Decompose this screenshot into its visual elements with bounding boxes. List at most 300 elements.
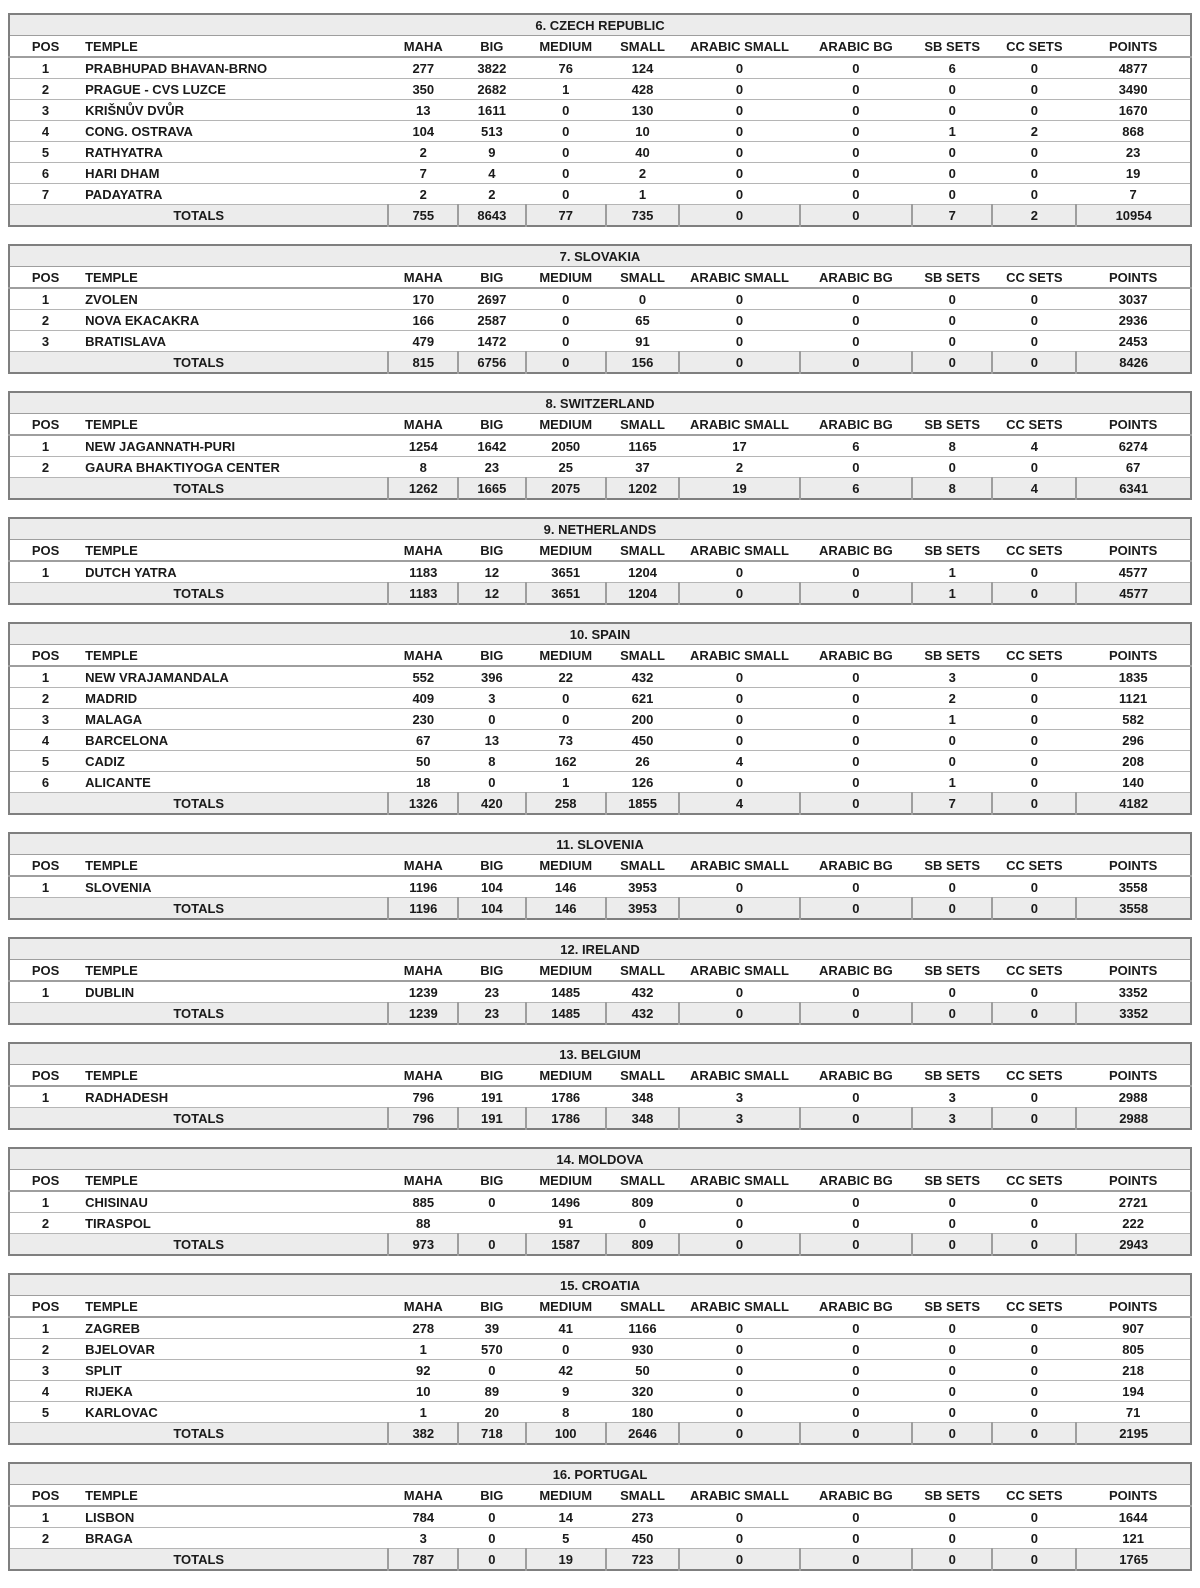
value-cell: 1 <box>9 1317 81 1339</box>
column-header: MEDIUM <box>526 1485 606 1507</box>
table-row <box>9 1402 1191 1423</box>
table-title: 9. NETHERLANDS <box>9 518 1191 540</box>
value-cell: 0 <box>912 1360 992 1381</box>
value-cell: 2 <box>679 457 800 478</box>
column-header: ARABIC SMALL <box>679 960 800 982</box>
value-cell: 7 <box>388 163 458 184</box>
value-cell: 3 <box>9 100 81 121</box>
value-cell: 8 <box>458 751 525 772</box>
value-cell: 1 <box>912 772 992 793</box>
column-header: SMALL <box>606 1065 679 1087</box>
value-cell: 1 <box>9 1506 81 1528</box>
country-table <box>8 13 1192 227</box>
value-cell: 10 <box>606 121 679 142</box>
totals-value: 3 <box>679 1108 800 1130</box>
table-row <box>9 121 1191 142</box>
totals-value: 1239 <box>388 1003 458 1025</box>
column-header: MEDIUM <box>526 414 606 436</box>
value-cell: 0 <box>800 709 912 730</box>
value-cell: 50 <box>606 1360 679 1381</box>
table-title: 10. SPAIN <box>9 623 1191 645</box>
column-header: POINTS <box>1076 36 1191 58</box>
totals-value: 0 <box>992 1234 1076 1256</box>
column-header: ARABIC SMALL <box>679 414 800 436</box>
column-header: ARABIC SMALL <box>679 36 800 58</box>
column-header-row <box>9 1170 1191 1192</box>
column-header: SB SETS <box>912 540 992 562</box>
totals-value: 1587 <box>526 1234 606 1256</box>
value-cell: 296 <box>1076 730 1191 751</box>
temple-name: MALAGA <box>81 709 388 730</box>
column-header: CC SETS <box>992 414 1076 436</box>
totals-value: 1855 <box>606 793 679 815</box>
country-table <box>8 1273 1192 1445</box>
totals-value: 0 <box>992 1003 1076 1025</box>
value-cell: 6 <box>9 163 81 184</box>
value-cell: 0 <box>912 1339 992 1360</box>
value-cell: 1121 <box>1076 688 1191 709</box>
value-cell: 6274 <box>1076 435 1191 457</box>
value-cell: 0 <box>679 79 800 100</box>
column-header: SB SETS <box>912 1485 992 1507</box>
column-header: ARABIC BG <box>800 36 912 58</box>
value-cell: 1 <box>9 981 81 1003</box>
column-header: MAHA <box>388 267 458 289</box>
temple-name: RATHYATRA <box>81 142 388 163</box>
totals-value: 146 <box>526 898 606 920</box>
value-cell: 218 <box>1076 1360 1191 1381</box>
value-cell: 0 <box>912 1213 992 1234</box>
value-cell: 3558 <box>1076 876 1191 898</box>
column-header: ARABIC SMALL <box>679 645 800 667</box>
column-header: SMALL <box>606 855 679 877</box>
value-cell: 278 <box>388 1317 458 1339</box>
totals-value: 0 <box>679 1423 800 1445</box>
column-header-row <box>9 960 1191 982</box>
temple-name: RADHADESH <box>81 1086 388 1108</box>
table-row <box>9 163 1191 184</box>
table-title-row <box>9 1274 1191 1296</box>
value-cell: 3953 <box>606 876 679 898</box>
value-cell: 1 <box>9 57 81 79</box>
totals-value: 0 <box>800 793 912 815</box>
table-title-row <box>9 245 1191 267</box>
value-cell: 570 <box>458 1339 525 1360</box>
totals-value: 0 <box>679 898 800 920</box>
temple-name: GAURA BHAKTIYOGA CENTER <box>81 457 388 478</box>
column-header: POINTS <box>1076 540 1191 562</box>
table-row <box>9 1360 1191 1381</box>
column-header: MEDIUM <box>526 540 606 562</box>
value-cell: 0 <box>679 1381 800 1402</box>
table-row <box>9 561 1191 583</box>
value-cell: 0 <box>526 709 606 730</box>
value-cell: 2587 <box>458 310 525 331</box>
value-cell: 0 <box>679 288 800 310</box>
country-table <box>8 832 1192 920</box>
value-cell: 91 <box>606 331 679 352</box>
table-title: 6. CZECH REPUBLIC <box>9 14 1191 36</box>
temple-name: SPLIT <box>81 1360 388 1381</box>
totals-value: 0 <box>800 1423 912 1445</box>
value-cell: 200 <box>606 709 679 730</box>
value-cell: 0 <box>992 709 1076 730</box>
temple-name: BJELOVAR <box>81 1339 388 1360</box>
value-cell: 3651 <box>526 561 606 583</box>
totals-value: 348 <box>606 1108 679 1130</box>
column-header: SMALL <box>606 36 679 58</box>
value-cell: 2050 <box>526 435 606 457</box>
column-header: ARABIC SMALL <box>679 1485 800 1507</box>
totals-value: 258 <box>526 793 606 815</box>
value-cell: 126 <box>606 772 679 793</box>
column-header: CC SETS <box>992 645 1076 667</box>
value-cell: 0 <box>912 100 992 121</box>
value-cell: 23 <box>458 981 525 1003</box>
value-cell: 0 <box>912 981 992 1003</box>
value-cell: 208 <box>1076 751 1191 772</box>
value-cell: 2 <box>9 79 81 100</box>
value-cell: 2721 <box>1076 1191 1191 1213</box>
value-cell: 0 <box>679 1506 800 1528</box>
column-header: ARABIC SMALL <box>679 1065 800 1087</box>
value-cell: 0 <box>679 981 800 1003</box>
value-cell: 0 <box>912 1402 992 1423</box>
column-header: ARABIC BG <box>800 414 912 436</box>
totals-value: 815 <box>388 352 458 374</box>
value-cell: 14 <box>526 1506 606 1528</box>
column-header: ARABIC BG <box>800 1170 912 1192</box>
table-row <box>9 772 1191 793</box>
table-title: 14. MOLDOVA <box>9 1148 1191 1170</box>
value-cell: 0 <box>526 121 606 142</box>
value-cell: 166 <box>388 310 458 331</box>
table-row <box>9 435 1191 457</box>
value-cell: 320 <box>606 1381 679 1402</box>
value-cell: 2 <box>9 1213 81 1234</box>
totals-value: 420 <box>458 793 525 815</box>
totals-value: 0 <box>679 1003 800 1025</box>
column-header: MAHA <box>388 855 458 877</box>
column-header: CC SETS <box>992 267 1076 289</box>
totals-row <box>9 1108 1191 1130</box>
totals-label: TOTALS <box>9 793 388 815</box>
column-header: TEMPLE <box>81 855 388 877</box>
value-cell: 3 <box>912 1086 992 1108</box>
value-cell: 796 <box>388 1086 458 1108</box>
value-cell: 2 <box>388 142 458 163</box>
value-cell: 191 <box>458 1086 525 1108</box>
totals-value: 735 <box>606 205 679 227</box>
value-cell: 0 <box>912 288 992 310</box>
value-cell: 0 <box>526 184 606 205</box>
table-row <box>9 331 1191 352</box>
value-cell: 0 <box>679 561 800 583</box>
value-cell: 3 <box>9 1360 81 1381</box>
value-cell: 124 <box>606 57 679 79</box>
value-cell: 2 <box>912 688 992 709</box>
value-cell: 6 <box>800 435 912 457</box>
table-row <box>9 1339 1191 1360</box>
value-cell: 22 <box>526 666 606 688</box>
value-cell: 0 <box>992 57 1076 79</box>
value-cell: 0 <box>679 666 800 688</box>
totals-value: 1183 <box>388 583 458 605</box>
table-title: 15. CROATIA <box>9 1274 1191 1296</box>
column-header: SMALL <box>606 645 679 667</box>
totals-value: 718 <box>458 1423 525 1445</box>
value-cell: 41 <box>526 1317 606 1339</box>
temple-name: PADAYATRA <box>81 184 388 205</box>
column-header: ARABIC SMALL <box>679 267 800 289</box>
totals-value: 3953 <box>606 898 679 920</box>
value-cell: 277 <box>388 57 458 79</box>
value-cell: 0 <box>458 1528 525 1549</box>
totals-value: 0 <box>992 1423 1076 1445</box>
value-cell: 0 <box>800 310 912 331</box>
value-cell: 0 <box>526 100 606 121</box>
value-cell: 0 <box>679 184 800 205</box>
column-header: ARABIC BG <box>800 645 912 667</box>
totals-row <box>9 1423 1191 1445</box>
value-cell: 0 <box>800 1213 912 1234</box>
value-cell: 0 <box>679 1360 800 1381</box>
value-cell: 0 <box>912 876 992 898</box>
value-cell: 1 <box>912 121 992 142</box>
value-cell: 1611 <box>458 100 525 121</box>
value-cell: 7 <box>9 184 81 205</box>
totals-value: 19 <box>526 1549 606 1571</box>
totals-value: 3651 <box>526 583 606 605</box>
column-header: ARABIC BG <box>800 1296 912 1318</box>
table-row <box>9 1381 1191 1402</box>
value-cell: 0 <box>912 1381 992 1402</box>
value-cell: 3352 <box>1076 981 1191 1003</box>
totals-value: 1 <box>912 583 992 605</box>
table-row <box>9 1528 1191 1549</box>
column-header: SB SETS <box>912 960 992 982</box>
table-title: 16. PORTUGAL <box>9 1463 1191 1485</box>
totals-label: TOTALS <box>9 352 388 374</box>
totals-value: 0 <box>912 1423 992 1445</box>
value-cell: 1 <box>9 876 81 898</box>
totals-value: 6341 <box>1076 478 1191 500</box>
totals-label: TOTALS <box>9 1423 388 1445</box>
temple-name: KARLOVAC <box>81 1402 388 1423</box>
value-cell: 1 <box>912 561 992 583</box>
value-cell: 5 <box>9 751 81 772</box>
value-cell: 784 <box>388 1506 458 1528</box>
value-cell: 4577 <box>1076 561 1191 583</box>
totals-value: 0 <box>992 898 1076 920</box>
value-cell: 6 <box>9 772 81 793</box>
value-cell: 1485 <box>526 981 606 1003</box>
column-header: BIG <box>458 645 525 667</box>
value-cell: 1644 <box>1076 1506 1191 1528</box>
totals-value: 4577 <box>1076 583 1191 605</box>
temple-name: PRABHUPAD BHAVAN-BRNO <box>81 57 388 79</box>
table-row <box>9 730 1191 751</box>
temple-name: CONG. OSTRAVA <box>81 121 388 142</box>
totals-label: TOTALS <box>9 205 388 227</box>
table-row <box>9 79 1191 100</box>
value-cell: 0 <box>800 772 912 793</box>
value-cell: 1165 <box>606 435 679 457</box>
value-cell: 23 <box>1076 142 1191 163</box>
value-cell: 0 <box>912 79 992 100</box>
value-cell: 13 <box>458 730 525 751</box>
column-header: TEMPLE <box>81 1485 388 1507</box>
totals-value: 973 <box>388 1234 458 1256</box>
column-header: BIG <box>458 960 525 982</box>
totals-value: 1196 <box>388 898 458 920</box>
totals-value: 1202 <box>606 478 679 500</box>
table-row <box>9 142 1191 163</box>
column-header: SB SETS <box>912 1296 992 1318</box>
totals-value: 2988 <box>1076 1108 1191 1130</box>
column-header: MEDIUM <box>526 1170 606 1192</box>
temple-name: MADRID <box>81 688 388 709</box>
column-header: BIG <box>458 1170 525 1192</box>
value-cell: 1 <box>606 184 679 205</box>
table-row <box>9 709 1191 730</box>
value-cell: 7 <box>1076 184 1191 205</box>
value-cell: 2988 <box>1076 1086 1191 1108</box>
column-header: SB SETS <box>912 855 992 877</box>
temple-name: KRIŠNŮV DVŮR <box>81 100 388 121</box>
column-header: CC SETS <box>992 540 1076 562</box>
value-cell: 348 <box>606 1086 679 1108</box>
country-table <box>8 517 1192 605</box>
value-cell: 0 <box>992 288 1076 310</box>
country-results-report <box>8 13 1192 1571</box>
value-cell: 552 <box>388 666 458 688</box>
value-cell: 67 <box>388 730 458 751</box>
value-cell: 121 <box>1076 1528 1191 1549</box>
value-cell: 0 <box>526 688 606 709</box>
column-header: SB SETS <box>912 645 992 667</box>
totals-value: 0 <box>800 583 912 605</box>
temple-name: NEW VRAJAMANDALA <box>81 666 388 688</box>
totals-value: 4182 <box>1076 793 1191 815</box>
value-cell: 2 <box>9 1339 81 1360</box>
country-table <box>8 391 1192 500</box>
table-title: 13. BELGIUM <box>9 1043 1191 1065</box>
column-header: MAHA <box>388 540 458 562</box>
value-cell: 0 <box>992 666 1076 688</box>
table-title: 7. SLOVAKIA <box>9 245 1191 267</box>
column-header: SMALL <box>606 1296 679 1318</box>
value-cell: 13 <box>388 100 458 121</box>
column-header: POS <box>9 414 81 436</box>
table-row <box>9 1191 1191 1213</box>
value-cell: 170 <box>388 288 458 310</box>
value-cell: 0 <box>992 1213 1076 1234</box>
totals-row <box>9 793 1191 815</box>
value-cell: 0 <box>912 730 992 751</box>
table-title: 12. IRELAND <box>9 938 1191 960</box>
column-header: TEMPLE <box>81 1170 388 1192</box>
value-cell: 1254 <box>388 435 458 457</box>
column-header: MEDIUM <box>526 267 606 289</box>
value-cell: 1239 <box>388 981 458 1003</box>
value-cell: 0 <box>912 1191 992 1213</box>
value-cell: 8 <box>526 1402 606 1423</box>
table-row <box>9 1506 1191 1528</box>
value-cell: 0 <box>800 561 912 583</box>
value-cell: 1 <box>526 79 606 100</box>
table-row <box>9 57 1191 79</box>
totals-value: 10954 <box>1076 205 1191 227</box>
totals-value: 0 <box>912 898 992 920</box>
country-table <box>8 244 1192 374</box>
value-cell: 5 <box>526 1528 606 1549</box>
value-cell: 0 <box>992 1360 1076 1381</box>
value-cell: 479 <box>388 331 458 352</box>
value-cell: 432 <box>606 666 679 688</box>
value-cell: 0 <box>992 1506 1076 1528</box>
value-cell: 0 <box>912 751 992 772</box>
value-cell: 0 <box>679 1213 800 1234</box>
totals-value: 23 <box>458 1003 525 1025</box>
totals-value: 0 <box>679 1549 800 1571</box>
value-cell: 809 <box>606 1191 679 1213</box>
column-header: MEDIUM <box>526 960 606 982</box>
table-title-row <box>9 623 1191 645</box>
table-title-row <box>9 392 1191 414</box>
value-cell: 0 <box>912 1506 992 1528</box>
table-row <box>9 981 1191 1003</box>
totals-label: TOTALS <box>9 898 388 920</box>
value-cell: 0 <box>679 57 800 79</box>
value-cell: 0 <box>679 709 800 730</box>
table-title-row <box>9 14 1191 36</box>
value-cell: 1 <box>9 1191 81 1213</box>
column-header: SMALL <box>606 267 679 289</box>
value-cell: 10 <box>388 1381 458 1402</box>
totals-value: 2195 <box>1076 1423 1191 1445</box>
column-header: MAHA <box>388 1485 458 1507</box>
value-cell: 0 <box>912 310 992 331</box>
column-header: ARABIC SMALL <box>679 540 800 562</box>
totals-value: 7 <box>912 205 992 227</box>
column-header: POINTS <box>1076 1296 1191 1318</box>
value-cell: 4877 <box>1076 57 1191 79</box>
column-header: POINTS <box>1076 267 1191 289</box>
column-header: POS <box>9 855 81 877</box>
value-cell: 0 <box>992 1381 1076 1402</box>
column-header: MAHA <box>388 36 458 58</box>
temple-name: TIRASPOL <box>81 1213 388 1234</box>
value-cell: 3 <box>679 1086 800 1108</box>
value-cell: 0 <box>992 1191 1076 1213</box>
column-header: POINTS <box>1076 1170 1191 1192</box>
value-cell <box>458 1213 525 1234</box>
value-cell: 8 <box>388 457 458 478</box>
value-cell: 0 <box>992 163 1076 184</box>
value-cell: 805 <box>1076 1339 1191 1360</box>
column-header: BIG <box>458 414 525 436</box>
value-cell: 1183 <box>388 561 458 583</box>
column-header-row <box>9 1485 1191 1507</box>
column-header: BIG <box>458 855 525 877</box>
value-cell: 0 <box>992 730 1076 751</box>
column-header: TEMPLE <box>81 36 388 58</box>
value-cell: 0 <box>992 688 1076 709</box>
column-header: TEMPLE <box>81 540 388 562</box>
value-cell: 20 <box>458 1402 525 1423</box>
column-header: ARABIC SMALL <box>679 855 800 877</box>
